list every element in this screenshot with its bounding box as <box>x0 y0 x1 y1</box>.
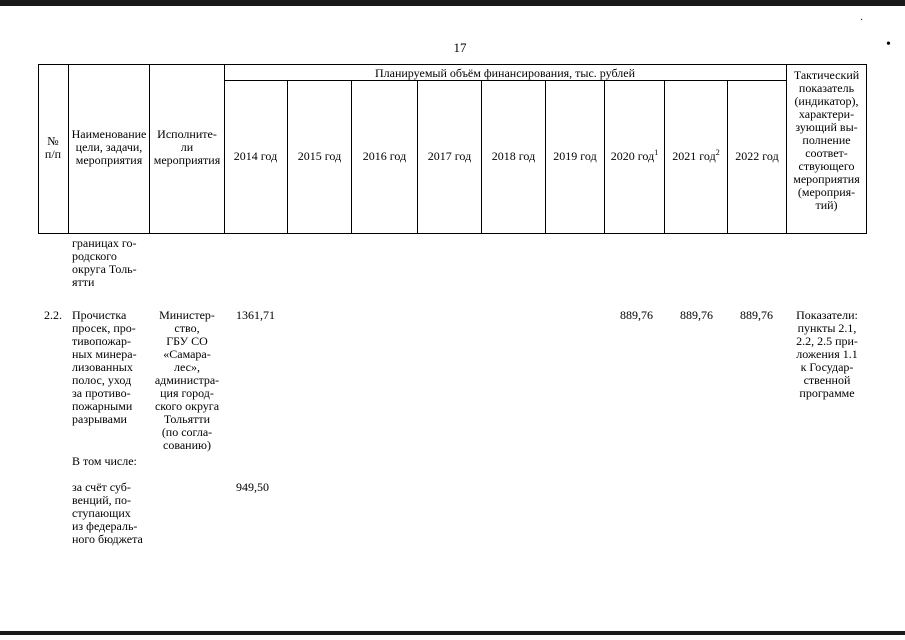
row-subsidy-name: за счёт суб- венций, по- ступающих из федераль- ного бюджета <box>72 480 143 546</box>
header-year-2017: 2017 год <box>427 149 472 163</box>
header-year-2016: 2016 год <box>362 149 407 163</box>
header-col-indicator: Тактический показатель (индикатор), характери- зующий вы- полнение соответ- ствующего мероприятия (мероприя- тий) <box>793 68 860 212</box>
row-subsidy-value-2014: 949,50 <box>236 480 269 494</box>
header-year-2021: 2021 год$^2$ <box>672 148 720 163</box>
row-number: 2.2. <box>44 308 62 322</box>
header-year-2018: 2018 год <box>491 149 536 163</box>
row-value-2022: 889,76 <box>740 308 773 322</box>
header-col-name: Наименование цели, задачи, мероприятия <box>71 127 147 167</box>
col-divider <box>866 64 867 234</box>
row-including-label: В том числе: <box>72 454 137 468</box>
bottom-scan-border <box>0 631 905 635</box>
page-number: 17 <box>453 40 467 55</box>
scan-speck: • <box>886 37 891 52</box>
continuation-text: границах го- родского округа Толь- ятти <box>72 236 137 289</box>
row-name: Прочистка просек, про- тивопожар- ных минера- лизованных полос, уход за противо- пожарными разрывами <box>72 308 137 426</box>
row-value-2020: 889,76 <box>620 308 653 322</box>
scan-speck: · <box>860 15 864 26</box>
header-year-2019: 2019 год <box>553 149 597 163</box>
header-year-2022: 2022 год <box>735 149 779 163</box>
row-executor: Министер- ство, ГБУ СО «Самара- лес», администра- ция город- ского округа Тольятти (по согла- сованию) <box>154 308 220 452</box>
header-col-number: № п/п <box>44 134 62 161</box>
header-year-2014: 2014 год <box>233 149 278 163</box>
top-scan-border <box>0 0 905 6</box>
header-financing-title: Планируемый объём финансирования, тыс. рублей <box>374 66 635 80</box>
row-indicator: Показатели: пункты 2.1, 2.2, 2.5 при- ложения 1.1 к Государ- ственной программе <box>796 308 858 400</box>
row-value-2014: 1361,71 <box>236 308 275 322</box>
header-year-2020: 2020 год$^1$ <box>610 148 659 163</box>
row-value-2021: 889,76 <box>680 308 713 322</box>
table-header-bottom-border <box>38 233 866 234</box>
header-year-2015: 2015 год <box>297 149 342 163</box>
financing-subheader-line <box>224 80 786 81</box>
header-col-executor: Исполните- ли мероприятия <box>153 127 221 167</box>
col-divider <box>224 64 225 234</box>
table-top-border <box>38 64 866 65</box>
